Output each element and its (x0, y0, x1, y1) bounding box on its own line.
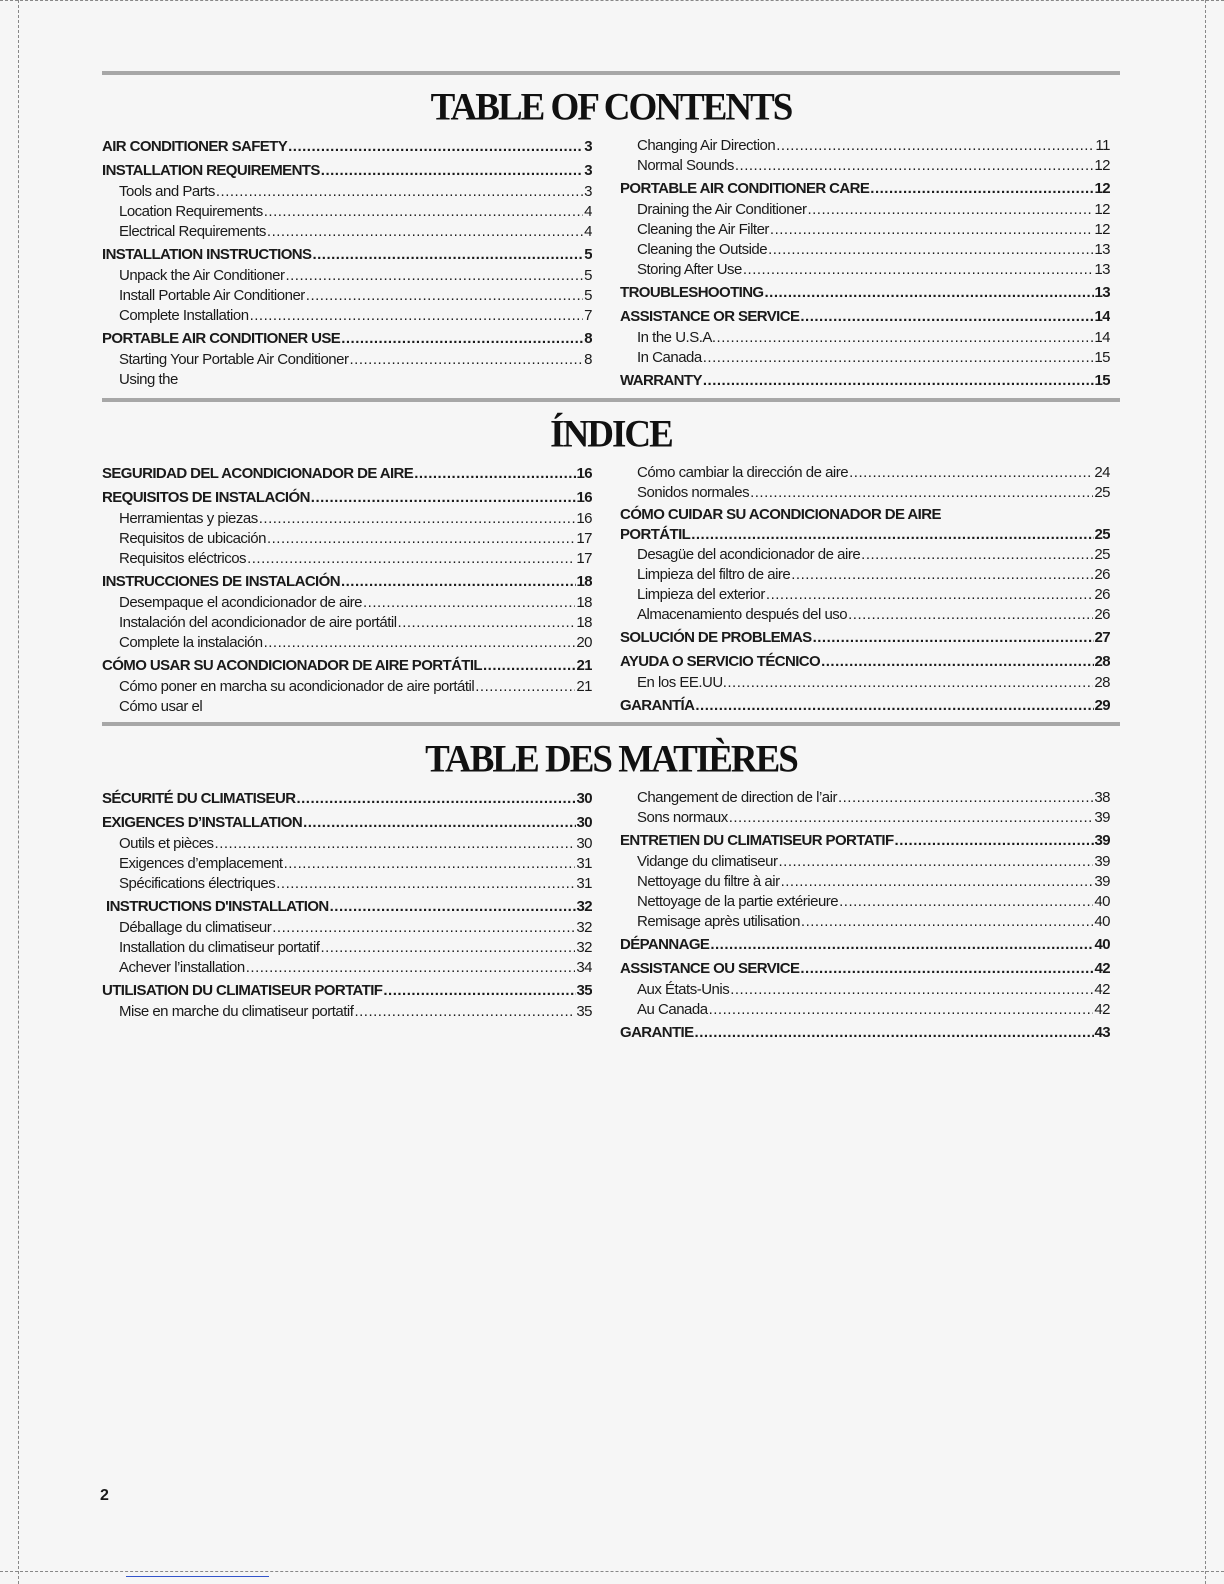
toc-entry[interactable]: SOLUCIÓN DE PROBLEMAS ..... 27 (620, 627, 1110, 649)
toc-entry[interactable]: SÉCURITÉ DU CLIMATISEUR ..... 30 (102, 788, 592, 810)
toc-entry[interactable]: INSTRUCTIONS D'INSTALLATION ..... 32 (102, 896, 592, 918)
leader-dots (215, 834, 576, 854)
leader-dots (801, 912, 1093, 932)
toc-entry[interactable]: EXIGENCES D’INSTALLATION ..... 30 (102, 812, 592, 834)
leader-dots (691, 525, 1093, 545)
section-title-english: TABLE OF CONTENTS (430, 85, 792, 129)
section-rule (102, 398, 1120, 402)
leader-dots (475, 677, 575, 697)
toc-entry[interactable]: ASSISTANCE OU SERVICE ..... 42 (620, 958, 1110, 980)
toc-entry[interactable]: Location Requirements ..... 4 (102, 202, 592, 222)
leader-dots (839, 892, 1093, 912)
leader-dots (288, 136, 583, 158)
leader-dots (770, 220, 1093, 240)
leader-dots (750, 483, 1093, 503)
toc-entry[interactable]: AIR CONDITIONER SAFETY ..... 3 (102, 136, 592, 158)
toc-entry[interactable]: Déballage du climatiseur ..... 32 (102, 918, 592, 938)
leader-dots (312, 244, 583, 266)
leader-dots (729, 808, 1094, 828)
leader-dots (709, 1000, 1094, 1020)
leader-dots (259, 509, 576, 529)
leader-dots (285, 266, 583, 286)
toc-entry[interactable]: AYUDA O SERVICIO TÉCNICO ..... 28 (620, 651, 1110, 673)
leader-dots (703, 370, 1094, 392)
toc-entry[interactable]: Exigences d’emplacement ..... 31 (102, 854, 592, 874)
toc-entry[interactable]: Storing After Use ..... 13 (637, 260, 1110, 280)
toc-entry[interactable]: GARANTIE ..... 43 (620, 1022, 1110, 1044)
leader-dots (695, 695, 1093, 717)
toc-entry[interactable]: SEGURIDAD DEL ACONDICIONADOR DE AIRE ..... 16 (102, 463, 592, 485)
toc-entry[interactable]: INSTALLATION REQUIREMENTS ..... 3 (102, 160, 592, 182)
leader-dots (776, 136, 1094, 156)
leader-dots (414, 463, 575, 485)
leader-dots (311, 487, 576, 509)
toc-entry[interactable]: Complete Installation ..... 7 (102, 306, 592, 326)
toc-entry[interactable]: Installation du climatiseur portatif ..... 32 (102, 938, 592, 958)
leader-dots (778, 852, 1093, 872)
toc-entry[interactable]: Cómo poner en marcha su acondicionador de aire portátil ..... 21 (102, 677, 592, 697)
toc-entry[interactable]: Starting Your Portable Air Conditioner ..... 8 (102, 350, 592, 370)
toc-entry[interactable]: Herramientas y piezas ..... 16 (102, 509, 592, 529)
leader-dots (717, 328, 1094, 348)
leader-dots (216, 182, 583, 202)
toc-entry[interactable]: Instalación del acondicionador de aire portátil ..... 18 (102, 613, 592, 633)
toc-entry[interactable]: PORTABLE AIR CONDITIONER USE ..... 8 (102, 328, 592, 350)
toc-entry[interactable]: In the U.S.A. ..... 14 (637, 328, 1110, 348)
leader-dots (791, 565, 1093, 585)
leader-dots (483, 655, 576, 677)
toc-entry[interactable]: Sons normaux ..... 39 (637, 808, 1110, 828)
toc-entry[interactable]: Desagüe del acondicionador de aire ..... 25 (637, 545, 1110, 565)
toc-column-spanish-left (102, 463, 592, 717)
leader-dots (296, 788, 575, 810)
leader-dots (800, 306, 1093, 328)
leader-dots (267, 222, 583, 242)
toc-entry[interactable]: Normal Sounds ..... 12 (637, 156, 1110, 176)
cut-line-top (0, 0, 1224, 1)
leader-dots (267, 529, 575, 549)
toc-entry[interactable]: Tools and Parts ..... 3 (102, 182, 592, 202)
toc-column-spanish-right (620, 463, 1110, 717)
leader-dots (695, 1022, 1094, 1044)
leader-dots (870, 178, 1093, 200)
leader-dots (246, 958, 576, 978)
leader-dots (303, 812, 575, 834)
leader-dots (354, 1002, 575, 1022)
toc-entry[interactable]: Electrical Requirements ..... 4 (102, 222, 592, 242)
leader-dots (710, 934, 1093, 956)
leader-dots (861, 545, 1093, 565)
toc-entry[interactable]: Achever l’installation ..... 34 (102, 958, 592, 978)
toc-entry[interactable]: PORTABLE AIR CONDITIONER CARE ..... 12 (620, 178, 1110, 200)
cut-line-left (18, 0, 19, 1584)
blue-underline-mark (126, 1576, 269, 1577)
leader-dots (730, 980, 1093, 1000)
section-title-spanish: ÍNDICE (550, 412, 672, 456)
toc-entry[interactable]: DÉPANNAGE ..... 40 (620, 934, 1110, 956)
leader-dots (321, 160, 583, 182)
toc-entry[interactable]: Requisitos de ubicación ..... 17 (102, 529, 592, 549)
leader-dots (284, 854, 576, 874)
toc-entry[interactable]: INSTALLATION INSTRUCTIONS ..... 5 (102, 244, 592, 266)
section-rule (102, 722, 1120, 726)
toc-entry[interactable]: Limpieza del exterior ..... 26 (637, 585, 1110, 605)
section-rule (102, 71, 1120, 75)
leader-dots (330, 896, 576, 918)
toc-entry[interactable]: En los EE.UU. ..... 28 (637, 673, 1110, 693)
toc-entry-wrapped[interactable]: CÓMO CUIDAR SU ACONDICIONADOR DE AIRE PORTÁTIL ..... 25 (620, 505, 1110, 545)
toc-column-french-right (620, 788, 1110, 1044)
toc-entry[interactable]: Vidange du climatiseur ..... 39 (637, 852, 1110, 872)
leader-dots (264, 633, 576, 653)
leader-dots (727, 673, 1093, 693)
toc-entry[interactable]: ENTRETIEN DU CLIMATISEUR PORTATIF ..... 39 (620, 830, 1110, 852)
toc-entry[interactable]: Requisitos eléctricos ..... 17 (102, 549, 592, 569)
toc-column-french-left (102, 788, 592, 1022)
toc-entry[interactable]: Nettoyage du filtre à air ..... 39 (637, 872, 1110, 892)
toc-entry[interactable]: Nettoyage de la partie extérieure ..... 40 (637, 892, 1110, 912)
leader-dots (895, 830, 1094, 852)
toc-entry[interactable]: Sonidos normales ..... 25 (637, 483, 1110, 503)
toc-entry[interactable]: CÓMO USAR SU ACONDICIONADOR DE AIRE PORTÁTIL ..... 21 (102, 655, 592, 677)
toc-column-english-right (620, 136, 1110, 392)
leader-dots (848, 605, 1093, 625)
toc-entry[interactable]: Au Canada ..... 42 (637, 1000, 1110, 1020)
toc-entry[interactable]: UTILISATION DU CLIMATISEUR PORTATIF ..... 35 (102, 980, 592, 1002)
toc-entry[interactable]: Cómo cambiar la dirección de aire ..... 24 (637, 463, 1110, 483)
toc-entry[interactable]: Cleaning the Air Filter ..... 12 (637, 220, 1110, 240)
page-number: 2 (100, 1487, 109, 1504)
leader-dots (765, 282, 1094, 304)
cut-line-bottom (0, 1571, 1224, 1572)
toc-entry[interactable]: GARANTÍA ..... 29 (620, 695, 1110, 717)
toc-entry[interactable]: Mise en marche du climatiseur portatif ..... 35 (102, 1002, 592, 1022)
leader-dots (350, 350, 584, 370)
toc-entry-truncated: Cómo usar el (119, 698, 203, 715)
toc-entry[interactable]: REQUISITOS DE INSTALACIÓN ..... 16 (102, 487, 592, 509)
toc-entry[interactable]: Outils et pièces ..... 30 (102, 834, 592, 854)
leader-dots (743, 260, 1093, 280)
leader-dots (735, 156, 1093, 176)
leader-dots (383, 980, 575, 1002)
toc-entry[interactable]: Spécifications électriques ..... 31 (102, 874, 592, 894)
leader-dots (813, 627, 1094, 649)
leader-dots (250, 306, 584, 326)
toc-entry[interactable]: Aux États-Unis ..... 42 (637, 980, 1110, 1000)
toc-entry[interactable]: Almacenamiento después del uso ..... 26 (637, 605, 1110, 625)
toc-entry[interactable]: Changing Air Direction ..... 11 (637, 136, 1110, 156)
cut-line-right (1205, 0, 1206, 1584)
leader-dots (363, 593, 575, 613)
toc-entry[interactable]: Install Portable Air Conditioner ..... 5 (102, 286, 592, 306)
leader-dots (781, 872, 1094, 892)
toc-entry[interactable]: INSTRUCCIONES DE INSTALACIÓN ..... 18 (102, 571, 592, 593)
leader-dots (807, 200, 1093, 220)
leader-dots (306, 286, 583, 306)
toc-entry[interactable]: Remisage après utilisation ..... 40 (637, 912, 1110, 932)
toc-entry[interactable]: In Canada ..... 15 (637, 348, 1110, 368)
leader-dots (341, 571, 576, 593)
leader-dots (320, 938, 575, 958)
leader-dots (247, 549, 575, 569)
section-title-french: TABLE DES MATIÈRES (425, 737, 797, 781)
toc-entry[interactable]: Limpieza del filtro de aire ..... 26 (637, 565, 1110, 585)
toc-entry[interactable]: Complete la instalación ..... 20 (102, 633, 592, 653)
toc-entry-truncated: Using the (119, 371, 178, 388)
leader-dots (821, 651, 1093, 673)
leader-dots (800, 958, 1093, 980)
leader-dots (838, 788, 1093, 808)
toc-entry[interactable]: Desempaque el acondicionador de aire ..... 18 (102, 593, 592, 613)
leader-dots (768, 240, 1093, 260)
toc-column-english-left (102, 136, 592, 390)
toc-entry[interactable]: Cleaning the Outside ..... 13 (637, 240, 1110, 260)
toc-entry[interactable]: Unpack the Air Conditioner ..... 5 (102, 266, 592, 286)
leader-dots (849, 463, 1093, 483)
leader-dots (341, 328, 583, 350)
toc-entry[interactable]: Draining the Air Conditioner ..... 12 (637, 200, 1110, 220)
leader-dots (398, 613, 576, 633)
toc-entry[interactable]: WARRANTY ..... 15 (620, 370, 1110, 392)
leader-dots (264, 202, 583, 222)
leader-dots (766, 585, 1093, 605)
toc-entry[interactable]: Changement de direction de l’air ..... 38 (637, 788, 1110, 808)
toc-entry[interactable]: TROUBLESHOOTING ..... 13 (620, 282, 1110, 304)
toc-entry[interactable]: ASSISTANCE OR SERVICE ..... 14 (620, 306, 1110, 328)
leader-dots (703, 348, 1094, 368)
leader-dots (272, 918, 575, 938)
leader-dots (276, 874, 575, 894)
